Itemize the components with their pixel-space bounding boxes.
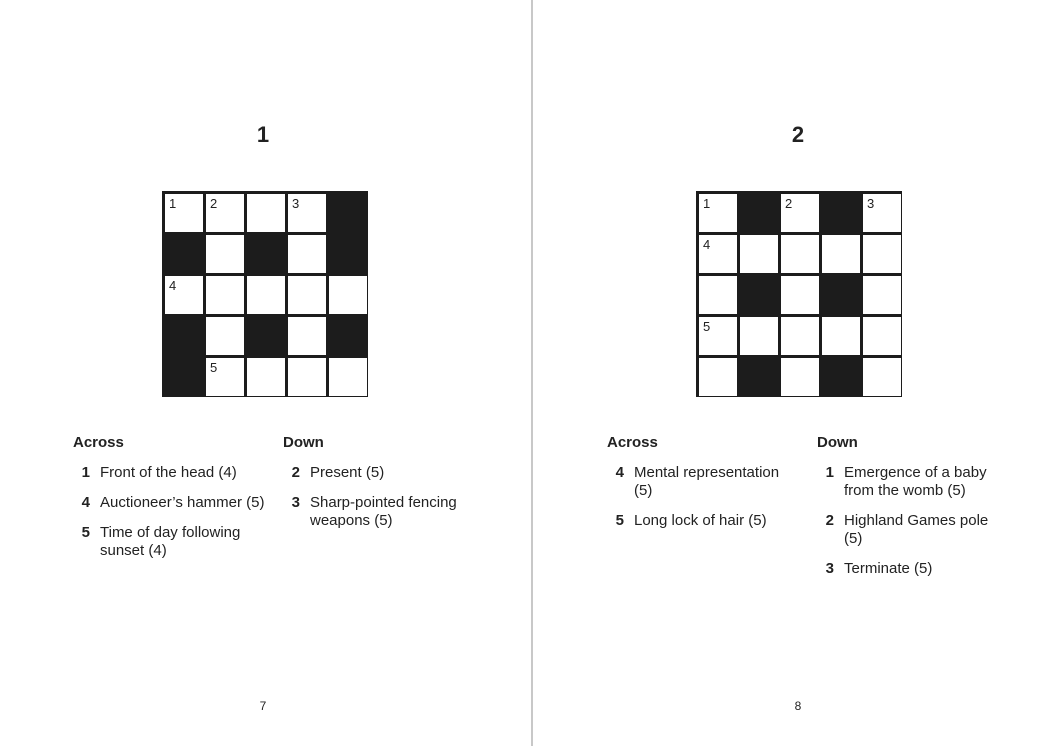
clue-number-label: 1 (703, 196, 711, 211)
clue-item (817, 512, 1007, 548)
clue-item (283, 494, 473, 530)
clue-item (73, 524, 273, 560)
clue-text: Terminate (5) (844, 560, 933, 577)
grid-cell[interactable] (863, 276, 901, 314)
down-clues (283, 434, 473, 542)
grid-cell[interactable] (329, 358, 367, 396)
clue-text: Highland Games pole (5) (844, 512, 989, 547)
clue-number-label: 1 (169, 196, 177, 211)
grid-cell[interactable] (288, 358, 326, 396)
grid-cell[interactable] (206, 235, 244, 273)
grid-cell[interactable] (699, 358, 737, 396)
grid-cell[interactable] (206, 317, 244, 355)
grid-cell[interactable] (247, 276, 285, 314)
clue-number-label: 3 (292, 196, 300, 211)
grid-cell[interactable] (781, 358, 819, 396)
across-clues (607, 434, 787, 542)
grid-cell-black (165, 235, 203, 273)
across-clues (73, 434, 273, 572)
clue-text: Present (5) (310, 464, 385, 481)
grid-cell[interactable] (699, 276, 737, 314)
clue-number-label: 2 (785, 196, 793, 211)
grid-cell-black (247, 235, 285, 273)
clue-number: 5 (81, 524, 90, 541)
clue-item (607, 512, 787, 530)
clue-number: 5 (615, 512, 624, 529)
grid-cell[interactable] (206, 276, 244, 314)
clue-item (73, 464, 273, 482)
clue-text: Long lock of hair (5) (634, 512, 767, 529)
down-clues (817, 434, 1007, 590)
clue-number: 4 (615, 464, 624, 481)
grid-cell-black (329, 194, 367, 232)
clue-number: 1 (81, 464, 90, 481)
clue-text: Sharp-pointed fencing weapons (5) (310, 494, 457, 529)
grid-cell[interactable] (781, 276, 819, 314)
grid-cell-black (822, 194, 860, 232)
clue-number-label: 5 (703, 319, 711, 334)
clue-number-label: 4 (703, 237, 711, 252)
clue-number: 3 (291, 494, 300, 511)
clue-item (73, 494, 273, 512)
across-heading: Across (607, 434, 658, 451)
grid-cell[interactable] (288, 235, 326, 273)
clue-text: Front of the head (4) (100, 464, 237, 481)
grid-cell[interactable] (863, 358, 901, 396)
clue-item (283, 464, 473, 482)
grid-cell[interactable] (822, 317, 860, 355)
grid-cell[interactable] (288, 194, 326, 232)
grid-cell-black (329, 235, 367, 273)
clue-item (817, 464, 1007, 500)
grid-cell-black (165, 317, 203, 355)
grid-cell[interactable] (165, 194, 203, 232)
down-heading: Down (283, 434, 324, 451)
grid-cell[interactable] (699, 194, 737, 232)
grid-cell[interactable] (329, 276, 367, 314)
grid-cell[interactable] (740, 235, 778, 273)
grid-cell[interactable] (699, 317, 737, 355)
grid-cell-black (165, 358, 203, 396)
grid-cell[interactable] (863, 194, 901, 232)
grid-cell-black (247, 317, 285, 355)
clue-number: 2 (291, 464, 300, 481)
clue-number: 4 (81, 494, 90, 511)
grid-cell[interactable] (288, 276, 326, 314)
clue-number: 3 (825, 560, 834, 577)
page-number: 7 (259, 699, 267, 713)
grid-cell[interactable] (781, 194, 819, 232)
grid-cell-black (740, 358, 778, 396)
clue-text: Time of day following sunset (4) (100, 524, 241, 559)
across-heading: Across (73, 434, 124, 451)
down-heading: Down (817, 434, 858, 451)
grid-cell-black (822, 276, 860, 314)
grid-cell[interactable] (822, 235, 860, 273)
grid-cell[interactable] (247, 358, 285, 396)
grid-cell[interactable] (781, 317, 819, 355)
grid-cell[interactable] (699, 235, 737, 273)
clue-number-label: 3 (867, 196, 875, 211)
grid-cell[interactable] (206, 358, 244, 396)
grid-cell[interactable] (206, 194, 244, 232)
crossword-grid (162, 191, 368, 397)
grid-cell[interactable] (740, 317, 778, 355)
grid-cell-black (329, 317, 367, 355)
clue-item (607, 464, 787, 500)
clue-text: Emergence of a baby from the womb (5) (844, 464, 987, 499)
clue-number: 2 (825, 512, 834, 529)
grid-cell-black (740, 276, 778, 314)
grid-cell-black (822, 358, 860, 396)
clue-number-label: 2 (210, 196, 218, 211)
puzzle-number: 2 (791, 122, 805, 147)
clue-text: Auctioneer’s hammer (5) (100, 494, 265, 511)
clue-number-label: 4 (169, 278, 177, 293)
clue-number: 1 (825, 464, 834, 481)
page-number: 8 (794, 699, 802, 713)
page-right (533, 0, 1064, 746)
clue-number-label: 5 (210, 360, 218, 375)
grid-cell[interactable] (165, 276, 203, 314)
clue-item (817, 560, 1007, 578)
grid-cell[interactable] (863, 235, 901, 273)
grid-cell[interactable] (863, 317, 901, 355)
grid-cell-black (740, 194, 778, 232)
grid-cell[interactable] (781, 235, 819, 273)
puzzle-number: 1 (256, 122, 270, 147)
grid-cell[interactable] (288, 317, 326, 355)
grid-cell[interactable] (247, 194, 285, 232)
crossword-grid (696, 191, 902, 397)
clue-text: Mental representation (5) (634, 464, 780, 499)
